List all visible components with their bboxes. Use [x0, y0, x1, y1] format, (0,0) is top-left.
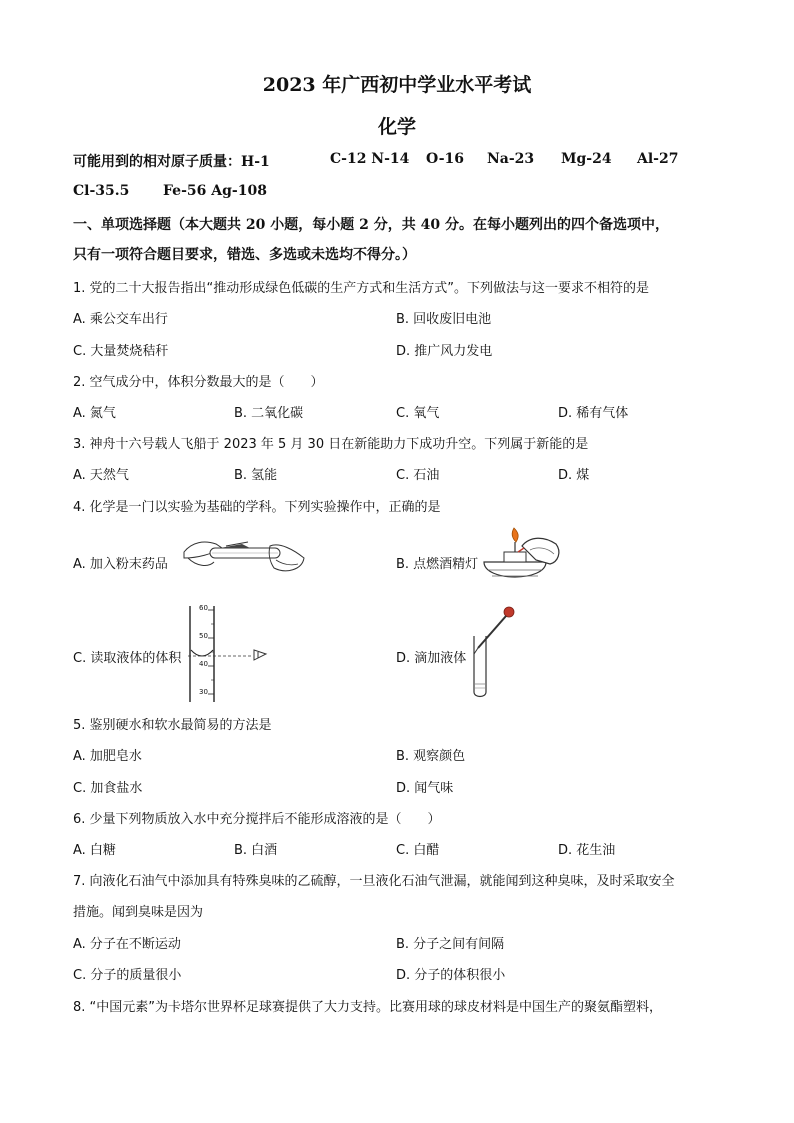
q5-option-a: A. 加肥皂水	[73, 749, 142, 764]
question-5-stem: 5. 鉴别硬水和软水最简易的方法是	[73, 718, 272, 733]
q4-option-d: D. 滴加液体	[396, 651, 467, 666]
q6-option-a: A. 白糖	[73, 843, 116, 858]
q1-option-b: B. 回收废旧电池	[396, 312, 492, 327]
question-7-stem-cont: 措施。闻到臭味是因为	[73, 905, 204, 920]
q6-option-b: B. 白酒	[234, 843, 278, 858]
question-6-stem: 6. 少量下列物质放入水中充分搅拌后不能形成溶液的是（ ）	[73, 812, 441, 827]
question-3-stem: 3. 神舟十六号载人飞船于 2023 年 5 月 30 日在新能助力下成功升空。下列属于新能的是	[73, 437, 589, 452]
q1-option-c: C. 大量焚烧秸秆	[73, 344, 169, 359]
question-2-stem: 2. 空气成分中，体积分数最大的是（ ）	[73, 375, 324, 390]
scale-label-50: 50	[199, 632, 208, 640]
q6-option-d: D. 花生油	[558, 843, 616, 858]
q2-option-d: D. 稀有气体	[558, 406, 629, 421]
mass-item: Al-27	[637, 151, 679, 167]
mass-item: C-12 N-14	[330, 151, 410, 167]
q4-option-c: C. 读取液体的体积	[73, 651, 182, 666]
question-1-stem: 1. 党的二十大报告指出“推动形成绿色低碳的生产方式和生活方式”。下列做法与这一要求不相符的是	[73, 281, 650, 296]
mass-item: O-16	[426, 151, 465, 167]
mass-item: Na-23	[487, 151, 535, 167]
q3-option-d: D. 煤	[558, 468, 590, 483]
question-7-stem: 7. 向液化石油气中添加具有特殊臭味的乙硫醇，一旦液化石油气泄漏，就能闻到这种臭味，及时采取安全	[73, 874, 675, 889]
mass-item: Fe-56 Ag-108	[163, 183, 267, 199]
q7-option-b: B. 分子之间有间隔	[396, 937, 505, 952]
scale-label-60: 60	[199, 604, 208, 612]
section-heading: 一、单项选择题（本大题共 20 小题，每小题 2 分，共 40 分。在每小题列出的四个备选项中，	[73, 217, 669, 233]
q2-option-a: A. 氮气	[73, 406, 116, 421]
section-heading-cont: 只有一项符合题目要求，错选、多选或未选均不得分。）	[73, 247, 416, 263]
q7-option-d: D. 分子的体积很小	[396, 968, 506, 983]
q2-option-b: B. 二氧化碳	[234, 406, 304, 421]
q3-option-a: A. 天然气	[73, 468, 129, 483]
q5-option-c: C. 加食盐水	[73, 781, 143, 796]
scale-label-40: 40	[199, 660, 208, 668]
q4-option-a: A. 加入粉末药品	[73, 557, 168, 572]
q3-option-c: C. 石油	[396, 468, 440, 483]
exam-title: 2023 年广西初中学业水平考试	[262, 74, 532, 96]
q7-option-c: C. 分子的质量很小	[73, 968, 182, 983]
q7-option-a: A. 分子在不断运动	[73, 937, 181, 952]
subject-title: 化学	[377, 116, 416, 138]
q1-option-a: A. 乘公交车出行	[73, 312, 168, 327]
q4-option-b: B. 点燃酒精灯	[396, 557, 479, 572]
q3-option-b: B. 氢能	[234, 468, 278, 483]
q6-option-c: C. 白醋	[396, 843, 440, 858]
dropper-figure	[470, 606, 518, 700]
q2-option-c: C. 氧气	[396, 406, 440, 421]
alcohol-lamp-figure	[478, 526, 564, 596]
mass-item: 可能用到的相对原子质量：H-1	[73, 154, 270, 170]
q5-option-b: B. 观察颜色	[396, 749, 466, 764]
powder-tube-figure	[182, 528, 308, 580]
scale-label-30: 30	[199, 688, 208, 696]
mass-item: Mg-24	[561, 151, 612, 167]
question-8-stem: 8. “中国元素”为卡塔尔世界杯足球赛提供了大力支持。比赛用球的球皮材料是中国生产的聚氨酯塑料，	[73, 1000, 663, 1015]
question-4-stem: 4. 化学是一门以实验为基础的学科。下列实验操作中，正确的是	[73, 500, 441, 515]
mass-item: Cl-35.5	[73, 183, 130, 199]
q1-option-d: D. 推广风力发电	[396, 344, 493, 359]
q5-option-d: D. 闻气味	[396, 781, 454, 796]
